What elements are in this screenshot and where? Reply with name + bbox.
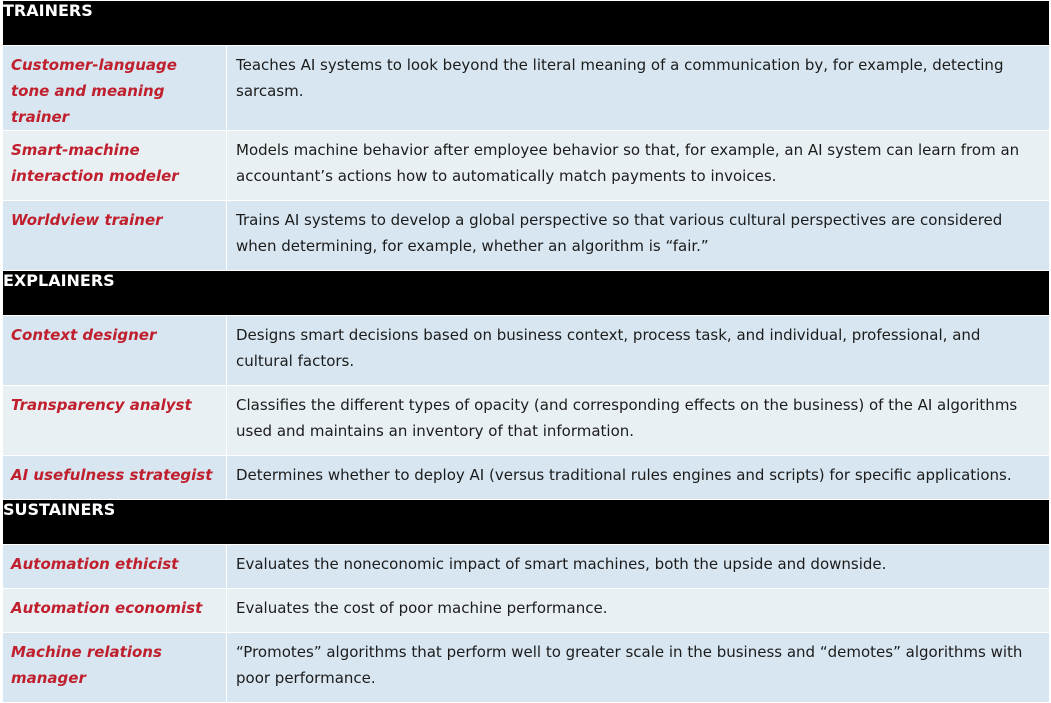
role-description: Teaches AI systems to look beyond the literal meaning of a communication by, for example, detecting sarcasm. bbox=[227, 46, 1050, 131]
table-row bbox=[3, 201, 1050, 271]
role-name: Automation ethicist bbox=[3, 545, 227, 589]
section-header-explainers bbox=[3, 271, 1050, 316]
table-row bbox=[3, 316, 1050, 386]
table-row bbox=[3, 633, 1050, 703]
role-description: Determines whether to deploy AI (versus traditional rules engines and scripts) for specific applications. bbox=[227, 456, 1050, 500]
table-row bbox=[3, 589, 1050, 633]
role-name: Customer-language tone and meaning trainer bbox=[3, 46, 227, 131]
role-description: Evaluates the cost of poor machine performance. bbox=[227, 589, 1050, 633]
role-description: Evaluates the noneconomic impact of smart machines, both the upside and downside. bbox=[227, 545, 1050, 589]
table-row bbox=[3, 46, 1050, 131]
role-description: Models machine behavior after employee behavior so that, for example, an AI system can learn from an accountant’s actions how to automatically match payments to invoices. bbox=[227, 131, 1050, 201]
ai-roles-table bbox=[2, 0, 1050, 703]
section-header-trainers bbox=[3, 1, 1050, 46]
role-name: Worldview trainer bbox=[3, 201, 227, 271]
section-header-sustainers bbox=[3, 500, 1050, 545]
section-title: SUSTAINERS bbox=[3, 500, 1050, 545]
role-name: Machine relations manager bbox=[3, 633, 227, 703]
table-row bbox=[3, 131, 1050, 201]
role-description: “Promotes” algorithms that perform well to greater scale in the business and “demotes” algorithms with poor performance. bbox=[227, 633, 1050, 703]
role-name: Automation economist bbox=[3, 589, 227, 633]
role-name: Smart-machine interaction modeler bbox=[3, 131, 227, 201]
role-description: Classifies the different types of opacity (and corresponding effects on the business) of the AI algorithms used and maintains an inventory of that information. bbox=[227, 386, 1050, 456]
section-title: EXPLAINERS bbox=[3, 271, 1050, 316]
role-description: Trains AI systems to develop a global perspective so that various cultural perspectives are considered when determining, for example, whether an algorithm is “fair.” bbox=[227, 201, 1050, 271]
table-row bbox=[3, 456, 1050, 500]
section-title: TRAINERS bbox=[3, 1, 1050, 46]
role-name: Transparency analyst bbox=[3, 386, 227, 456]
table-row bbox=[3, 545, 1050, 589]
table-row bbox=[3, 386, 1050, 456]
role-description: Designs smart decisions based on business context, process task, and individual, professional, and cultural factors. bbox=[227, 316, 1050, 386]
role-name: AI usefulness strategist bbox=[3, 456, 227, 500]
role-name: Context designer bbox=[3, 316, 227, 386]
